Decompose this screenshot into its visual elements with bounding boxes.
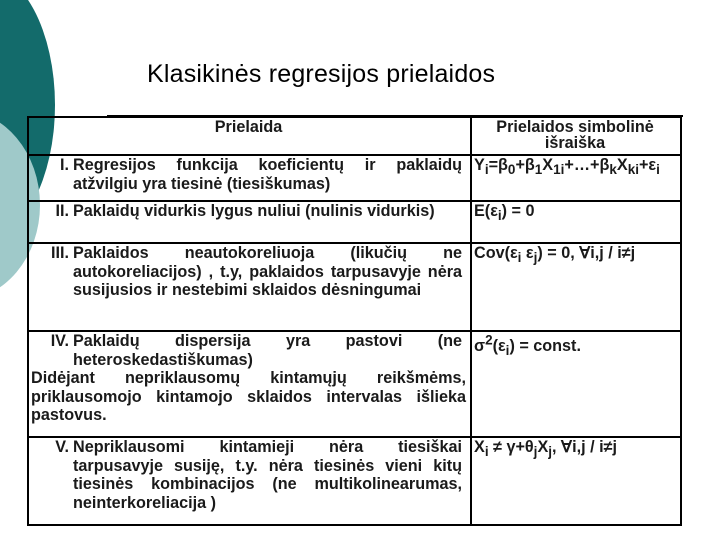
assumption-text: Paklaidų vidurkis lygus nuliui (nulinis vidurkis) [73, 202, 435, 220]
formula-cell [471, 155, 681, 201]
formula-cell [471, 201, 681, 243]
table-row [28, 331, 681, 437]
assumptions-table [27, 116, 682, 526]
formula-text: $E(\varepsilon_i) = 0$ [474, 202, 535, 224]
assumptions-table-container [27, 116, 680, 526]
formula-text: $Y_i=\beta_0+\beta_1X_{1i}+\dots+\beta_kX_{ki}+\varepsilon_i$ [474, 156, 660, 178]
row-number: III. [51, 244, 69, 262]
formula-text: $Cov(\varepsilon_i$ $\varepsilon_j) = 0$, ∀i,j / i≠j [474, 244, 636, 266]
assumption-cell [28, 331, 471, 437]
row-number: II. [55, 202, 69, 220]
formula-cell [471, 243, 681, 331]
table-header-row [28, 117, 681, 155]
row-number: IV. [50, 332, 69, 350]
assumption-cell [28, 243, 471, 331]
assumption-cell [28, 201, 471, 243]
formula-cell [471, 331, 681, 437]
table-row [28, 155, 681, 201]
formula-cell [471, 437, 681, 525]
formula-text: $X_i \ne \gamma+\theta_jX_j$, ∀i,j / i≠j [474, 438, 617, 460]
header-symbolic-expression: Prielaidos simbolinė išraiška [471, 117, 681, 155]
assumption-text: Paklaidų dispersija yra pastovi (ne heteroskedastiškumas) [73, 332, 462, 369]
table-row [28, 437, 681, 525]
table-row [28, 243, 681, 331]
slide-title: Klasikinės regresijos prielaidos [147, 60, 496, 88]
assumption-continuation-text: Didėjant nepriklausomų kintamųjų reikšmėms, priklausomojo kintamojo sklaidos intervalas išlieka pastovus. [31, 369, 466, 425]
assumption-text: Paklaidos neautokoreliuoja (likučių ne autokoreliacijos) , t.y, paklaidos tarpusavyje nėra susijusios ir nestebimi sklaidos dėsningumai [73, 244, 462, 300]
row-number: V. [55, 438, 69, 456]
assumption-text: Nepriklausomi kintamieji nėra tiesiškai tarpusavyje susiję, t.y. nėra tiesinės vieni kitų tiesinės kombinacijos (ne multikolinearumas, neinterkoreliacija ) [73, 438, 462, 512]
table-row [28, 201, 681, 243]
assumption-cell [28, 155, 471, 201]
header-assumption: Prielaida [28, 117, 471, 155]
assumption-text: Regresijos funkcija koeficientų ir paklaidų atžvilgiu yra tiesinė (tiesiškumas) [73, 156, 462, 193]
row-number: I. [60, 156, 69, 174]
assumption-cell [28, 437, 471, 525]
formula-text: $\sigma^2(\varepsilon_i)$ = const. [474, 333, 581, 359]
